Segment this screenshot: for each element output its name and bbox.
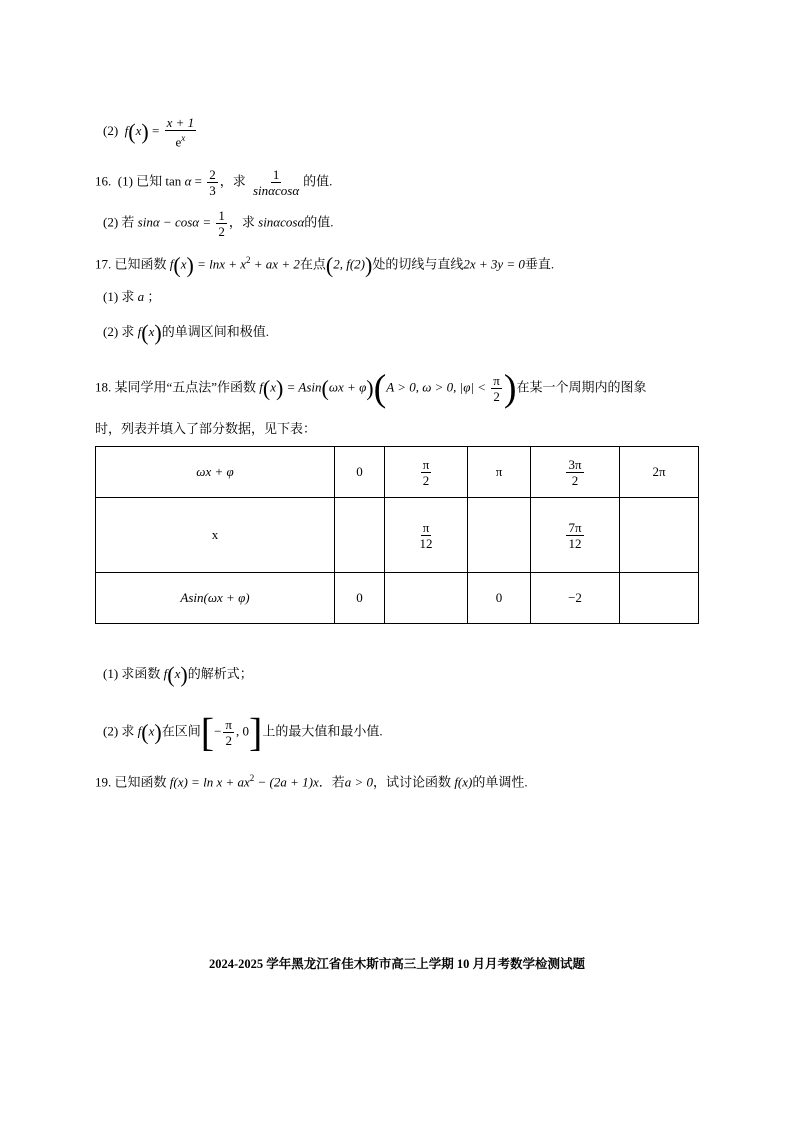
q16-fraction-reciprocal: $\frac{1}{\sin\alpha\cos\alpha}$ — [253, 167, 300, 198]
table-cell: $\frac{\pi}{12}$ — [385, 498, 468, 573]
q16-number: 16. — [95, 173, 112, 189]
table-row — [96, 447, 699, 498]
q18-part2-mid: 在区间 — [161, 723, 201, 739]
table-cell: 0 — [335, 447, 385, 498]
q16-expression3: sinαcosα — [258, 214, 305, 230]
q17-part1-label: (1) 求 — [103, 289, 135, 304]
q17-part2-label: (2) 求 — [103, 324, 135, 339]
q18-part2-label: (2) 求 — [103, 723, 135, 739]
q19-end: 的单调性. — [472, 774, 528, 790]
q18-part2-end: 上的最大值和最小值. — [262, 723, 383, 739]
alpha-symbol: α — [184, 173, 192, 189]
q17-part1: (1) 求 a ； — [103, 289, 161, 304]
q16-value-text: 的值. — [303, 173, 333, 189]
q15-denominator: $e^x$ — [175, 133, 186, 150]
table-cell: −2 — [531, 573, 620, 624]
variable-a: a — [137, 289, 145, 304]
q15-numerator: x + 1 — [166, 115, 195, 130]
q17-line-equation: 2x + 3y = 0 — [463, 256, 525, 272]
table-cell: $\frac{7\pi}{12}$ — [531, 498, 620, 573]
q17-function-def: = lnx + x — [197, 256, 247, 272]
equals-sign: = — [194, 173, 202, 189]
q17-part2-end: 的单调区间和极值. — [161, 324, 269, 339]
q16-fraction-half: $\frac{1}{2}$ — [218, 208, 225, 239]
q18-part1-end: 的解析式； — [187, 666, 253, 681]
q17-point-text: 在点 — [299, 256, 326, 272]
q16-ask: ，求 — [219, 173, 246, 189]
q18-tail: 在某一个周期内的图象 — [516, 379, 647, 395]
q18-stem: 18. 某同学用“五点法”作函数 f(x) = Asin(ωx + φ)(A > 0, ω > 0, |φ| < $\frac{\pi}{2}$ )在某一个周期内的图象 — [95, 367, 647, 410]
table-cell — [620, 498, 699, 573]
q16-part2-label: (2) 若 — [103, 214, 135, 230]
q18-function-def: = Asin — [286, 379, 322, 395]
table-cell: 0 — [468, 573, 531, 624]
table-cell: ωx + φ — [96, 447, 335, 498]
q19-intro: 19. 已知函数 — [95, 774, 167, 790]
q15-part2-label: (2) — [103, 123, 119, 139]
q16-part1 — [95, 167, 332, 198]
document-title: 2024-2025 学年黑龙江省佳木斯市高三上学期 10 月月考数学检测试题 — [208, 957, 586, 971]
q15-fraction — [165, 115, 197, 149]
q18-fraction-pi-2: $\frac{\pi}{2}$ — [493, 373, 500, 404]
q19-stem: 19. 已知函数 $f(x) = \ln x + ax^2 - (2a + 1)x$．若a > 0，试讨论函数 f(x)的单调性. — [95, 773, 528, 790]
q16-part1-label: (1) 已知 — [117, 173, 163, 189]
table-cell — [335, 498, 385, 573]
table-cell: 2π — [620, 447, 699, 498]
table-cell: $\frac{3\pi}{2}$ — [531, 447, 620, 498]
q19-ask: ，试讨论函数 — [373, 774, 452, 790]
q17-point: 2, f(2) — [333, 256, 365, 272]
q16-value2-text: 的值. — [304, 214, 334, 230]
table-cell — [385, 573, 468, 624]
q16-expression: sinα − cosα = — [137, 214, 212, 230]
q17-part2: (2) 求 f(x)的单调区间和极值. — [103, 320, 269, 346]
q16-part2 — [103, 208, 334, 239]
q17-tail: 处的切线与直线 — [372, 256, 464, 272]
table-cell — [468, 498, 531, 573]
table-cell: Asin(ωx + φ) — [96, 573, 335, 624]
tan-text: tan — [165, 173, 182, 189]
table-row — [96, 573, 699, 624]
q18-conditions: A > 0, ω > 0, |φ| < — [386, 379, 487, 395]
data-table — [95, 446, 699, 624]
q18-interval-fraction: $\frac{\pi}{2}$ — [225, 717, 232, 748]
q16-fraction-2-3: $\frac{2}{3}$ — [209, 167, 216, 198]
table-cell: 0 — [335, 573, 385, 624]
table-cell: π — [468, 447, 531, 498]
table-cell: $\frac{\pi}{2}$ — [385, 447, 468, 498]
q18-part1: (1) 求函数 f(x)的解析式； — [103, 662, 253, 688]
q17-intro: 17. 已知函数 — [95, 256, 167, 272]
q19-function-def: f(x) = ln x + ax — [169, 774, 250, 790]
q18-stem-line2: 时，列表并填入了部分数据，见下表： — [95, 421, 317, 436]
q18-part2: (2) 求 f(x)在区间[− $\frac{\pi}{2}$ , 0]上的最大值和最小值. — [103, 709, 383, 755]
q17-stem: 17. 已知函数 $f(x) = \ln x + x^2$ + ax + 2在点(2, f(2))处的切线与直线2x + 3y = 0垂直. — [95, 252, 555, 278]
table-row — [96, 498, 699, 573]
table-cell — [620, 573, 699, 624]
q18-intro: 18. 某同学用“五点法”作函数 — [95, 379, 257, 395]
q15-part2: (2) f(x) = $\frac{x + 1}{e^x}$ — [103, 115, 195, 150]
table-cell: x — [96, 498, 335, 573]
q16-ask2: ，求 — [228, 214, 255, 230]
function-name: f — [124, 123, 129, 139]
q18-part1-label: (1) 求函数 — [103, 666, 161, 681]
q19-condition: a > 0 — [344, 774, 374, 790]
